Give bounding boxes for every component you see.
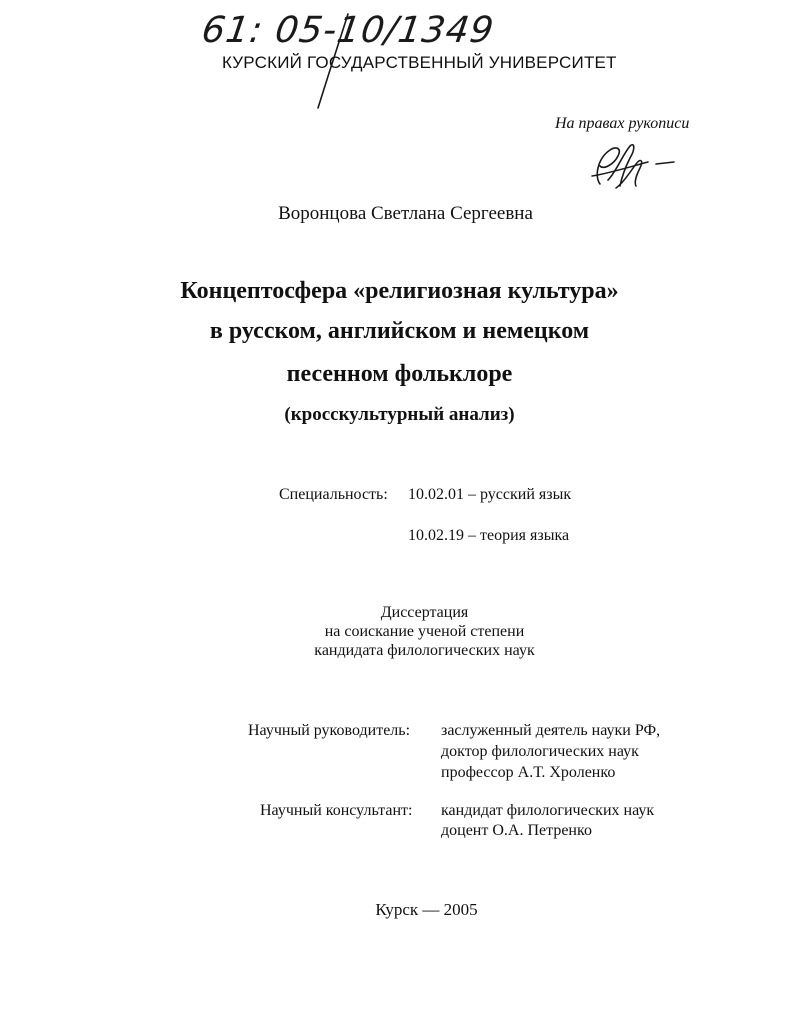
specialty-item-2: 10.02.19 – теория языка	[408, 527, 570, 544]
archive-code-handwritten: 61: 05-10/1349	[199, 10, 497, 51]
title-line-2: в русском, английском и немецком	[209, 318, 590, 344]
author-name: Воронцова Светлана Сергеевна	[278, 203, 533, 224]
dissertation-line-2: на соискание ученой степени	[324, 623, 525, 640]
manuscript-rights-note: На правах рукописи	[555, 115, 690, 132]
supervisor-line-3: профессор А.Т. Хроленко	[441, 764, 616, 781]
author-signature	[586, 136, 681, 196]
consultant-line-1: кандидат филологических наук	[441, 802, 655, 819]
dissertation-line-3: кандидата филологических наук	[314, 642, 535, 659]
specialty-item-1: 10.02.01 – русский язык	[408, 486, 572, 503]
dissertation-line-1: Диссертация	[380, 604, 469, 621]
university-name: КУРСКИЙ ГОСУДАРСТВЕННЫЙ УНИВЕРСИТЕТ	[222, 53, 617, 72]
supervisor-line-1: заслуженный деятель науки РФ,	[441, 722, 661, 739]
consultant-line-2: доцент О.А. Петренко	[441, 822, 592, 839]
supervisor-label: Научный руководитель:	[248, 722, 411, 739]
specialty-label: Специальность:	[279, 486, 388, 503]
consultant-label: Научный консультант:	[260, 802, 413, 819]
title-subtitle: (кросскультурный анализ)	[284, 404, 515, 425]
title-line-1: Концептосфера «религиозная культура»	[180, 278, 619, 304]
city-year: Курск — 2005	[375, 900, 478, 919]
title-line-3: песенном фольклоре	[286, 361, 513, 387]
supervisor-line-2: доктор филологических наук	[441, 743, 639, 760]
